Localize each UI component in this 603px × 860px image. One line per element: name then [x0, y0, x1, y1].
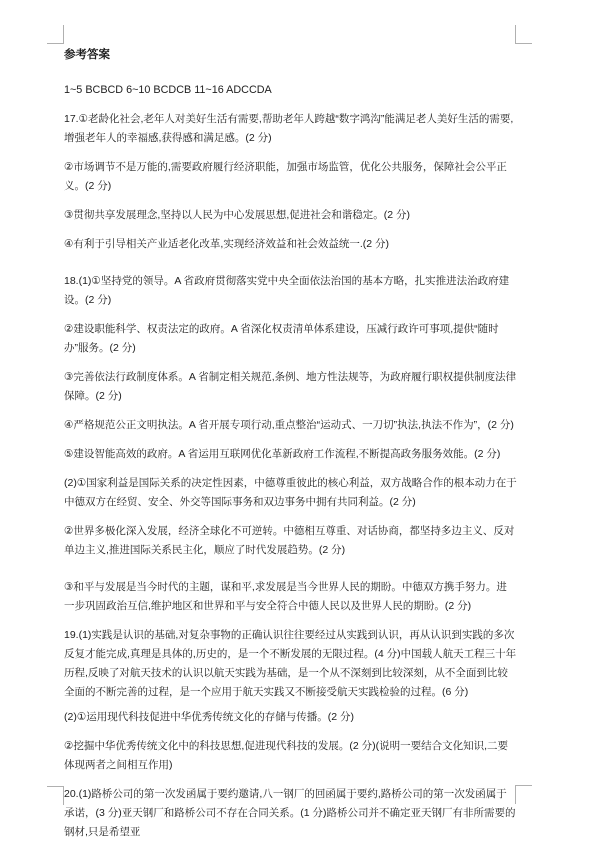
mcq-answers-line: 1~5 BCBCD 6~10 BCDCB 11~16 ADCCDA: [64, 84, 272, 96]
answer-paragraph-19-1: 19.(1)实践是认识的基础,对复杂事物的正确认识往往要经过从实践到认识，再从认识到实践的多次反复才能完成,真理是具体的,历史的，是一个不断发展的无限过程。(4 分)中国载人航天工程三十年历程,反映了对航天技术的认识以航天实践为基础，是一个从不深刻到比较深刻，从不全面到比较全面的不断完善的过程，是一个应用于航天实践又不断接受航天实践检验的过程。(6 分): [64, 629, 517, 698]
answer-paragraph-17-4: ④有利于引导相关产业适老化改革,实现经济效益和社会效益统一.(2 分): [64, 238, 389, 250]
document-body: [64, 46, 517, 852]
answer-paragraph-17-2: ②市场调节不是万能的,需要政府履行经济职能，加强市场监管，优化公共服务，保障社会公平正义。(2 分): [64, 161, 507, 192]
answer-paragraph-18-1-5: ⑤建设智能高效的政府。A 省运用互联网优化革新政府工作流程,不断提高政务服务效能。(2 分): [64, 448, 501, 460]
margin-mark-bottom-right: [515, 785, 532, 804]
margin-mark-top-right: [515, 25, 532, 44]
answer-paragraph-18-2-3: ③和平与发展是当今时代的主题，谋和平,求发展是当今世界人民的期盼。中德双方携手努力。进一步巩固政治互信,维护地区和世界和平与安全符合中德人民以及世界人民的期盼。(2 分): [64, 581, 507, 612]
answer-paragraph-18-2-1: (2)①国家利益是国际关系的决定性因素，中德尊重彼此的核心利益，双方战略合作的根本动力在于中德双方在经贸、安全、外交等国际事务和双边事务中拥有共同利益。(2 分): [64, 477, 517, 508]
document-title: 参考答案: [64, 49, 110, 61]
answer-paragraph-20-1: 20.(1)路桥公司的第一次发函属于要约邀请,八一钢厂的回函属于要约,路桥公司的第一次发函属于承诺，(3 分)亚天钢厂和路桥公司不存在合同关系。(1 分)路桥公司并不确定亚天钢厂有非所需要的钢材,只是希望亚: [64, 788, 516, 838]
margin-mark-top-left: [47, 25, 64, 44]
answer-paragraph-17-3: ③贯彻共享发展理念,坚持以人民为中心发展思想,促进社会和谐稳定。(2 分): [64, 209, 410, 221]
answer-paragraph-18-1-2: ②建设职能科学、权责法定的政府。A 省深化权责清单体系建设，压减行政许可事项,提供“随时办”服务。(2 分): [64, 323, 499, 354]
answer-paragraph-19-2-2: ②挖掘中华优秀传统文化中的科技思想,促进现代科技的发展。(2 分)(说明一要结合文化知识,二要体现两者之间相互作用): [64, 740, 508, 771]
answer-paragraph-18-1-1: 18.(1)①坚持党的领导。A 省政府贯彻落实党中央全面依法治国的基本方略，扎实推进法治政府建设。(2 分): [64, 275, 510, 306]
answer-paragraph-18-1-4: ④严格规范公正文明执法。A 省开展专项行动,重点整治“运动式、一刀切”执法,执法不作为”，(2 分): [64, 419, 514, 431]
answer-paragraph-17-1: 17.①老龄化社会,老年人对美好生活有需要,帮助老年人跨越“数字鸿沟”能满足老人美好生活的需要,增强老年人的幸福感,获得感和满足感。(2 分): [64, 113, 514, 144]
answer-paragraph-18-2-2: ②世界多极化深入发展，经济全球化不可逆转。中德相互尊重、对话协商，都坚持多边主义、反对单边主义,推进国际关系民主化，顺应了时代发展趋势。(2 分): [64, 525, 515, 556]
answer-paragraph-19-2-1: (2)①运用现代科技促进中华优秀传统文化的存储与传播。(2 分): [64, 711, 354, 723]
answer-paragraph-18-1-3: ③完善依法行政制度体系。A 省制定相关规范,条例、地方性法规等，为政府履行职权提供制度法律保障。(2 分): [64, 371, 517, 402]
margin-mark-bottom-left: [47, 786, 64, 805]
